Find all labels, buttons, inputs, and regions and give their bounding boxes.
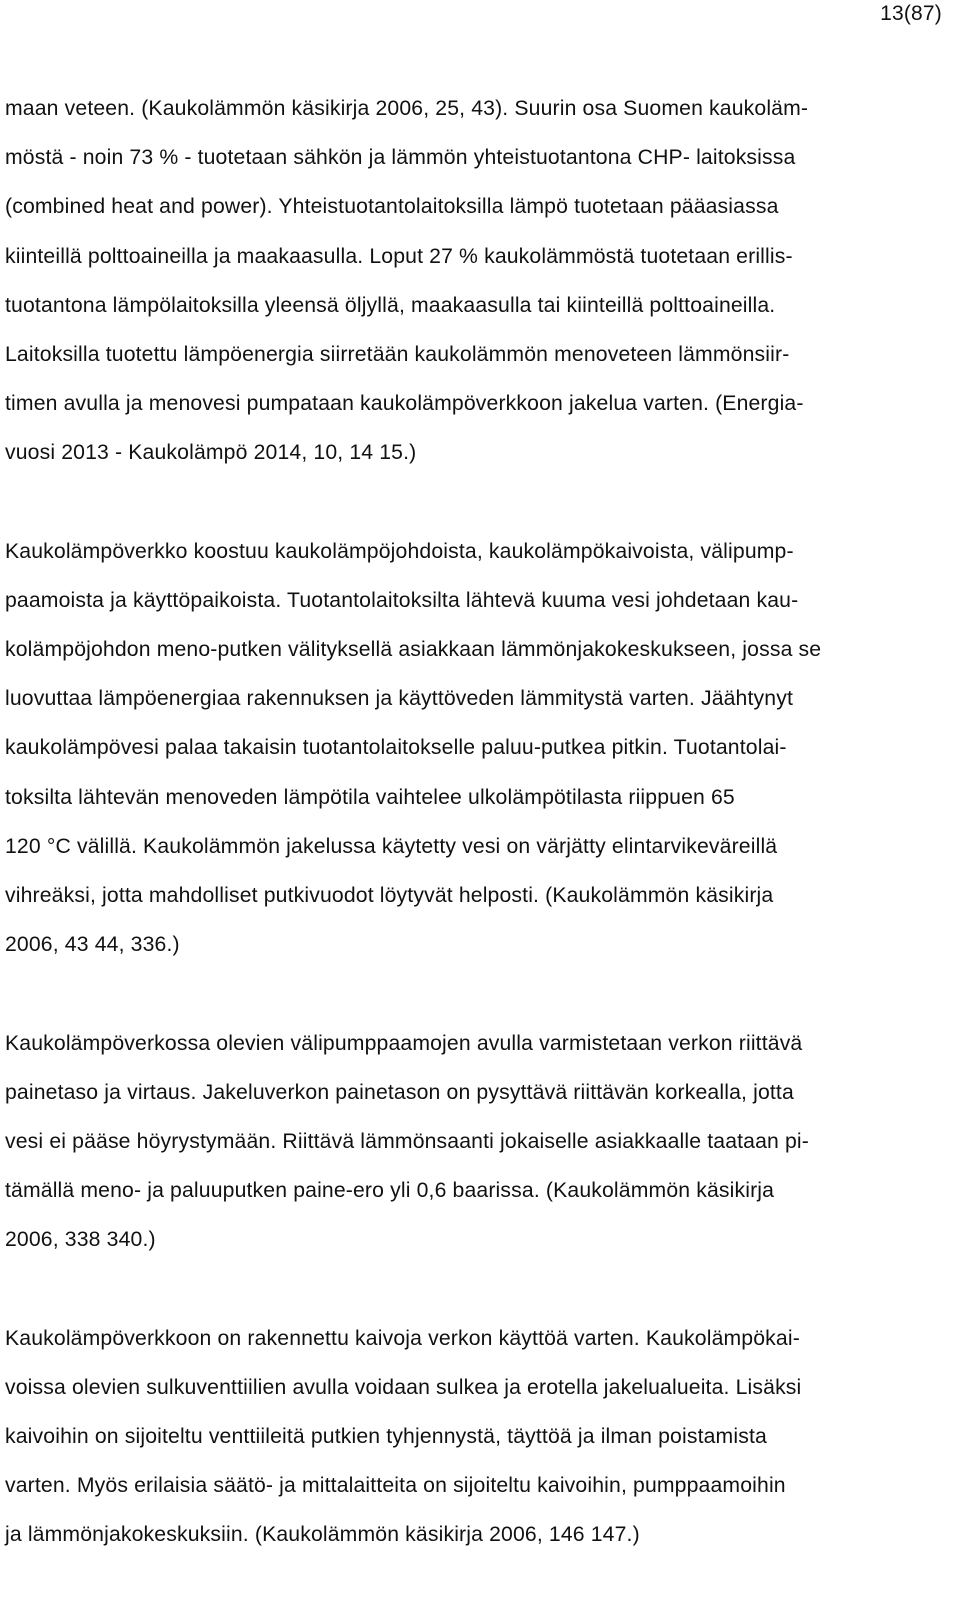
paragraph-heating-network: [5, 527, 940, 970]
paragraph-district-heating-production: [5, 84, 940, 478]
text-line: vesi ei pääse höyrystymään. Riittävä lämmönsaanti jokaiselle asiakkaalle taataan pi-: [5, 1129, 809, 1153]
text-line: kaivoihin on sijoiteltu venttiileitä putkien tyhjennystä, täyttöä ja ilman poistamista: [5, 1425, 767, 1449]
paragraph-spacer: [5, 1265, 940, 1314]
text-line: möstä - noin 73 % - tuotetaan sähkön ja lämmön yhteistuotantona CHP- laitoksissa: [5, 146, 796, 170]
text-line: varten. Myös erilaisia säätö- ja mittalaitteita on sijoiteltu kaivoihin, pumppaamoihin: [5, 1474, 786, 1498]
paragraph-pumping-stations: [5, 1019, 940, 1265]
text-line: kolämpöjohdon meno-putken välityksellä asiakkaan lämmönjakokeskukseen, jossa se: [5, 638, 822, 662]
text-line: 2006, 43 44, 336.): [5, 933, 180, 957]
text-line: toksilta lähtevän menoveden lämpötila vaihtelee ulkolämpötilasta riippuen 65: [5, 785, 735, 809]
text-line: painetaso ja virtaus. Jakeluverkon painetason on pysyttävä riittävän korkealla, jotta: [5, 1080, 794, 1104]
text-line: 2006, 338 340.): [5, 1228, 156, 1252]
text-line: vihreäksi, jotta mahdolliset putkivuodot löytyvät helposti. (Kaukolämmön käsikirja: [5, 884, 774, 907]
paragraph-spacer: [5, 969, 940, 1018]
text-line: Kaukolämpöverkkoon on rakennettu kaivoja verkon käyttöä varten. Kaukolämpökai-: [5, 1326, 800, 1350]
text-line: 120 °C välillä. Kaukolämmön jakelussa käytetty vesi on värjätty elintarvikeväreillä: [5, 834, 778, 858]
text-line: tuotantona lämpölaitoksilla yleensä öljyllä, maakaasulla tai kiinteillä polttoaineilla.: [5, 293, 776, 317]
text-line: maan veteen. (Kaukolämmön käsikirja 2006, 25, 43). Suurin osa Suomen kaukoläm-: [5, 97, 809, 120]
text-line: paamoista ja käyttöpaikoista. Tuotantolaitoksilta lähtevä kuuma vesi johdetaan kau-: [5, 588, 799, 612]
document-body: [5, 84, 940, 1560]
text-line: ja lämmönjakokeskuksiin. (Kaukolämmön käsikirja 2006, 146 147.): [5, 1523, 640, 1547]
text-line: Kaukolämpöverkko koostuu kaukolämpöjohdoista, kaukolämpökaivoista, välipump-: [5, 539, 794, 563]
text-line: luovuttaa lämpöenergiaa rakennuksen ja käyttöveden lämmitystä varten. Jäähtynyt: [5, 687, 793, 711]
text-line: tämällä meno- ja paluuputken paine-ero yli 0,6 baarissa. (Kaukolämmön käsikirja: [5, 1179, 775, 1203]
text-line: voissa olevien sulkuventtiilien avulla voidaan sulkea ja erotella jakelualueita. Lisäksi: [5, 1375, 802, 1399]
text-line: Laitoksilla tuotettu lämpöenergia siirretään kaukolämmön menoveteen lämmönsiir-: [5, 342, 790, 366]
text-line: timen avulla ja menovesi pumpataan kaukolämpöverkkoon jakelua varten. (Energia-: [5, 392, 804, 416]
paragraph-network-wells: [5, 1314, 940, 1560]
text-line: Kaukolämpöverkossa olevien välipumppaamojen avulla varmistetaan verkon riittävä: [5, 1031, 803, 1055]
paragraph-spacer: [5, 478, 940, 527]
page-number: 13(87): [880, 2, 942, 25]
text-line: kiinteillä polttoaineilla ja maakaasulla. Loput 27 % kaukolämmöstä tuotetaan erillis-: [5, 244, 793, 268]
text-line: vuosi 2013 - Kaukolämpö 2014, 10, 14 15.): [5, 441, 417, 465]
text-line: kaukolämpövesi palaa takaisin tuotantolaitokselle paluu-putkea pitkin. Tuotantolai-: [5, 736, 787, 760]
text-line: (combined heat and power). Yhteistuotantolaitoksilla lämpö tuotetaan pääasiassa: [5, 195, 779, 219]
